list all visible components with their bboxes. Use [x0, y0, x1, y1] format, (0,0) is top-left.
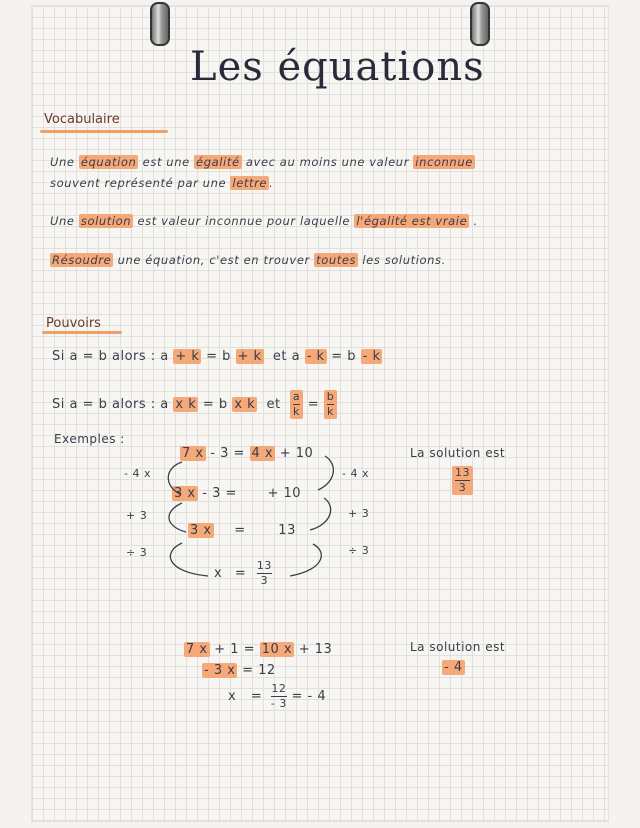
example2-line3: x = $\frac{12}{- 3}$ = - 4 [228, 682, 327, 710]
solution2-label: La solution est [410, 640, 506, 654]
solution1-value: $\frac{13}{3}$ [452, 466, 473, 495]
definition-equation: Une équation est une égalité avec au moins une valeur inconnue [50, 155, 473, 169]
op-right-2: + 3 [348, 507, 370, 520]
solution2-value: - 4 [444, 660, 463, 675]
op-left-1: - 4 x [124, 467, 151, 480]
definition-equation-line2: souvent représenté par une lettre . [50, 176, 274, 190]
fraction-b-over-k: $\frac{b}{k}$ [324, 390, 337, 419]
definition-solution: Une solution est valeur inconnue pour laquelle l'égalité est vraie . [50, 214, 478, 228]
vocab-heading: Vocabulaire [44, 112, 120, 127]
op-left-3: ÷ 3 [126, 546, 148, 559]
example2-line2: - 3 x = 12 [204, 663, 276, 678]
notebook-page [32, 6, 608, 821]
example2-line1: 7 x + 1 = 10 x + 13 [186, 642, 333, 657]
page-title: Les équations [190, 44, 485, 90]
example1-line3: 3 x = 13 [190, 523, 296, 538]
fraction-a-over-k: $\frac{a}{k}$ [290, 390, 303, 419]
example1-line2: 3 x - 3 = + 10 [174, 486, 302, 501]
solution1-label: La solution est [410, 446, 506, 460]
op-right-1: - 4 x [342, 467, 369, 480]
definition-resoudre: Résoudre une équation, c'est en trouver toutes les solutions. [52, 253, 446, 267]
rule-multiplication: Si a = b alors : a x k = b x k et $\frac{a}{k}$ = $\frac{b}{k}$ [52, 390, 337, 419]
examples-label: Exemples : [54, 432, 125, 446]
op-right-3: ÷ 3 [348, 544, 370, 557]
rule-addition: Si a = b alors : a + k = b + k et a - k = b - k [52, 349, 381, 364]
example1-line1: 7 x - 3 = 4 x + 10 [182, 446, 314, 461]
pouvoirs-heading: Pouvoirs [46, 316, 101, 331]
op-left-2: + 3 [126, 509, 148, 522]
example1-line4: x = $\frac{13}{3}$ [214, 559, 272, 587]
